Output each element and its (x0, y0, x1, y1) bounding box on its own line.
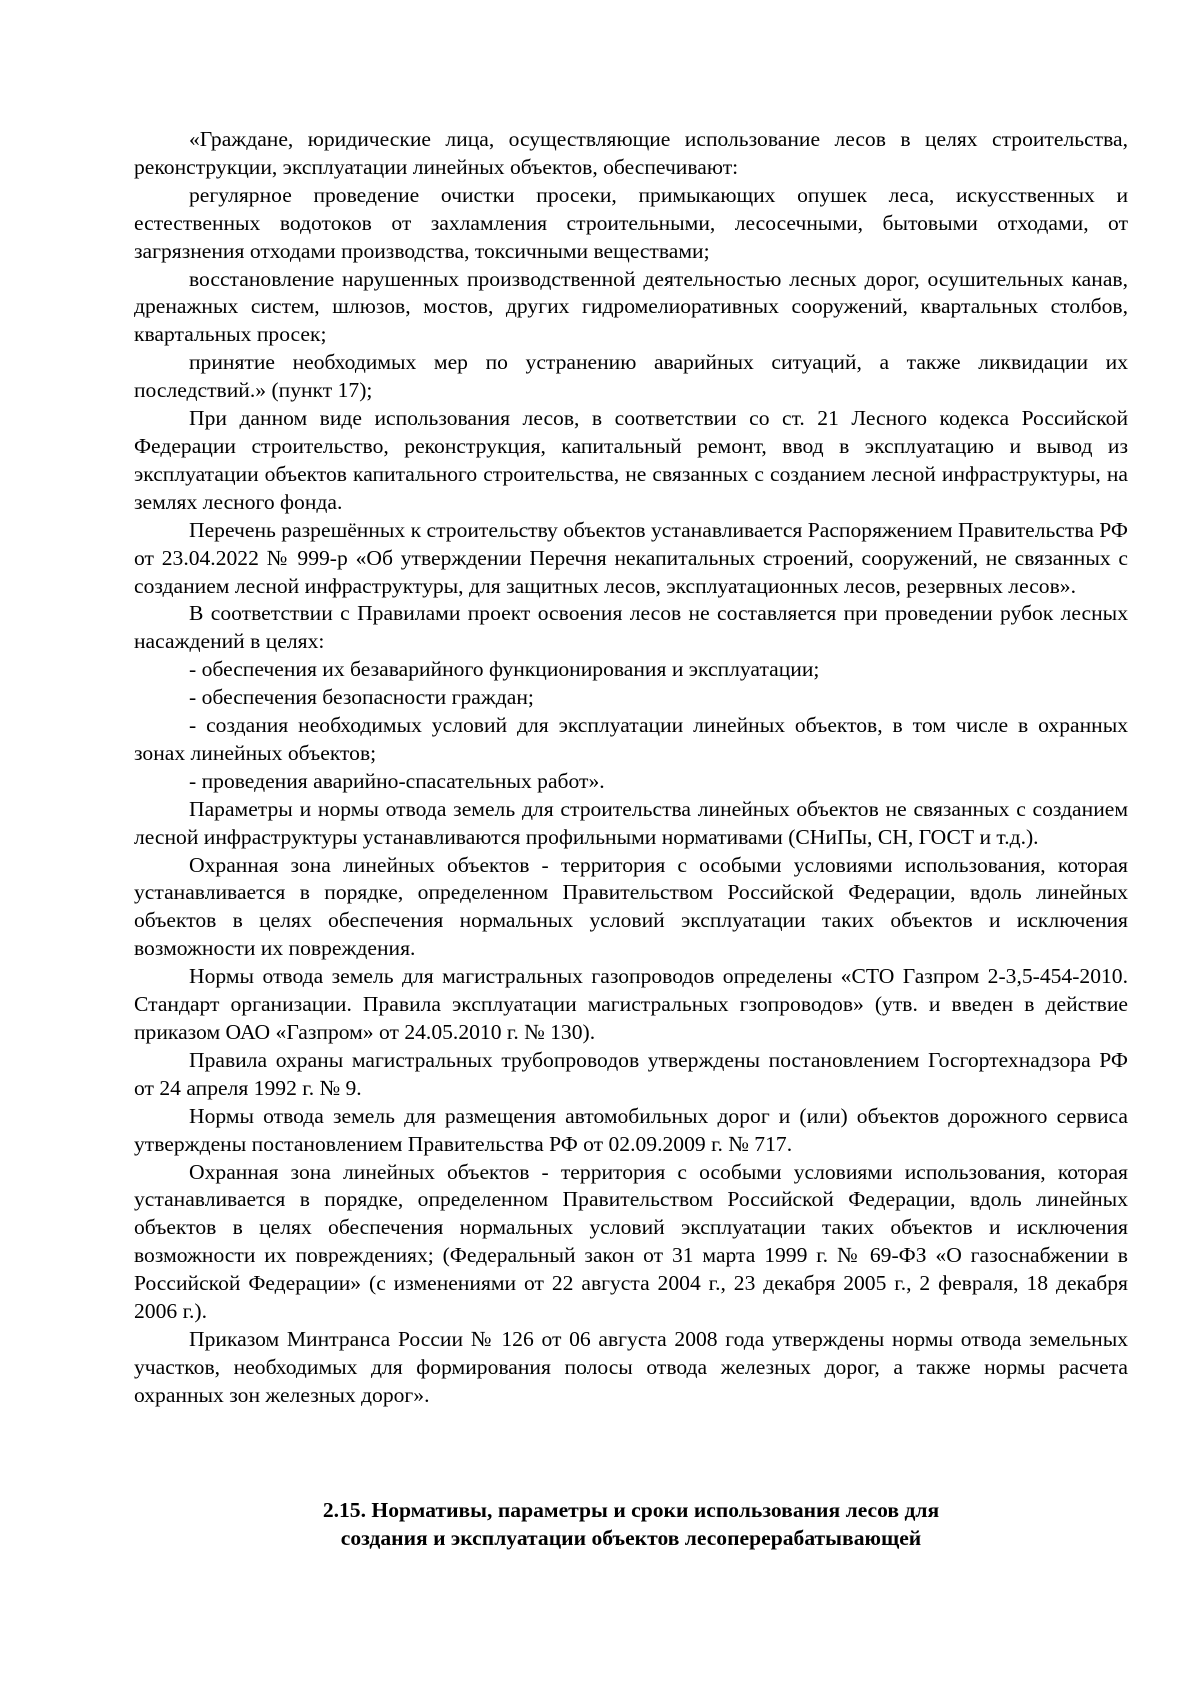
paragraph-logging-purposes-intro: В соответствии с Правилами проект освоения лесов не составляется при проведении рубок лесных насаждений в целях: (134, 601, 1128, 654)
paragraph-emergency-measures: принятие необходимых мер по устранению аварийных ситуаций, а также ликвидации их последствий.» (пункт 17); (134, 350, 1128, 403)
paragraph-land-allocation-norms: Параметры и нормы отвода земель для строительства линейных объектов не связанных с созданием лесной инфраструктуры устанавливаются профильными нормативами (СНиПы, СН, ГОСТ и т.д.). (134, 796, 1128, 849)
list-item: - создания необходимых условий для эксплуатации линейных объектов, в том числе в охранных зонах линейных объектов; (134, 713, 1128, 765)
paragraph-gas-pipeline-norms: Нормы отвода земель для магистральных газопроводов определены «СТО Газпром 2-3,5-454-2010. Стандарт организации. Правила эксплуатации магистральных гзопроводов» (утв. и введен в действие приказом ОАО «Газпром» от 24.05.2010 г. № 130). (134, 964, 1128, 1044)
paragraph-clearing-maintenance: регулярное проведение очистки просеки, примыкающих опушек леса, искусственных и естественных водотоков от захламления строительными, лесосечными, бытовыми отходами, от загрязнения отходами производства, токсичными веществами; (134, 182, 1128, 263)
paragraph-railway-norms: Приказом Минтранса России № 126 от 06 августа 2008 года утверждены нормы отвода земельных участков, необходимых для формирования полосы отвода железных дорог, а также нормы расчета охранных зон железных дорог». (134, 1326, 1128, 1407)
section-heading-line-1: 2.15. Нормативы, параметры и сроки использования лесов для (322, 1498, 940, 1522)
paragraph-restoration: восстановление нарушенных производственной деятельностью лесных дорог, осушительных канав, дренажных систем, шлюзов, мостов, других гидромелиоративных сооружений, квартальных столбов, квартальных просек; (134, 266, 1128, 347)
paragraph-forest-code-article-21: При данном виде использования лесов, в соответствии со ст. 21 Лесного кодекса Российской Федерации строительство, реконструкция, капитальный ремонт, ввод в эксплуатацию и вывод из эксплуатации объектов капитального строительства, не связанных с созданием лесной инфраструктуры, на землях лесного фонда. (134, 406, 1128, 514)
list-item: - проведения аварийно-спасательных работ». (189, 768, 605, 793)
list-item: - обеспечения их безаварийного функционирования и эксплуатации; (189, 657, 820, 682)
section-heading-line-2: создания и эксплуатации объектов лесоперерабатывающей (340, 1525, 922, 1550)
paragraph-permitted-objects-list: Перечень разрешённых к строительству объектов устанавливается Распоряжением Правительства РФ от 23.04.2022 № 999-р «Об утверждении Перечня некапитальных строений, сооружений, не связанных с созданием лесной инфраструктуры, для защитных лесов, эксплуатационных лесов, резервных лесов». (134, 517, 1128, 598)
paragraph-road-allocation-norms: Нормы отвода земель для размещения автомобильных дорог и (или) объектов дорожного сервиса утверждены постановлением Правительства РФ от 02.09.2009 г. № 717. (134, 1103, 1128, 1156)
paragraph-citizens-obligations: «Граждане, юридические лица, осуществляющие использование лесов в целях строительства, реконструкции, эксплуатации линейных объектов, обеспечивают: (134, 127, 1128, 179)
paragraph-pipeline-protection-rules: Правила охраны магистральных трубопроводов утверждены постановлением Госгортехнадзора РФ от 24 апреля 1992 г. № 9. (134, 1047, 1128, 1100)
document-body (134, 126, 1128, 1410)
paragraph-protection-zone-definition: Охранная зона линейных объектов - территория с особыми условиями использования, которая устанавливается в порядке, определенном Правительством Российской Федерации, вдоль линейных объектов в целях обеспечения нормальных условий эксплуатации таких объектов и исключения возможности их повреждения. (134, 852, 1128, 961)
section-heading (134, 1497, 1128, 1553)
paragraph-protection-zone-gas-law: Охранная зона линейных объектов - территория с особыми условиями использования, которая устанавливается в порядке, определенном Правительством Российской Федерации, вдоль линейных объектов в целях обеспечения нормальных условий эксплуатации таких объектов и исключения возможности их повреждениях; (Федеральный закон от 31 марта 1999 г. № 69-ФЗ «О газоснабжении в Российской Федерации» (с изменениями от 22 августа 2004 г., 23 декабря 2005 г., 2 февраля, 18 декабря 2006 г.). (134, 1159, 1128, 1324)
list-item: - обеспечения безопасности граждан; (189, 685, 534, 710)
